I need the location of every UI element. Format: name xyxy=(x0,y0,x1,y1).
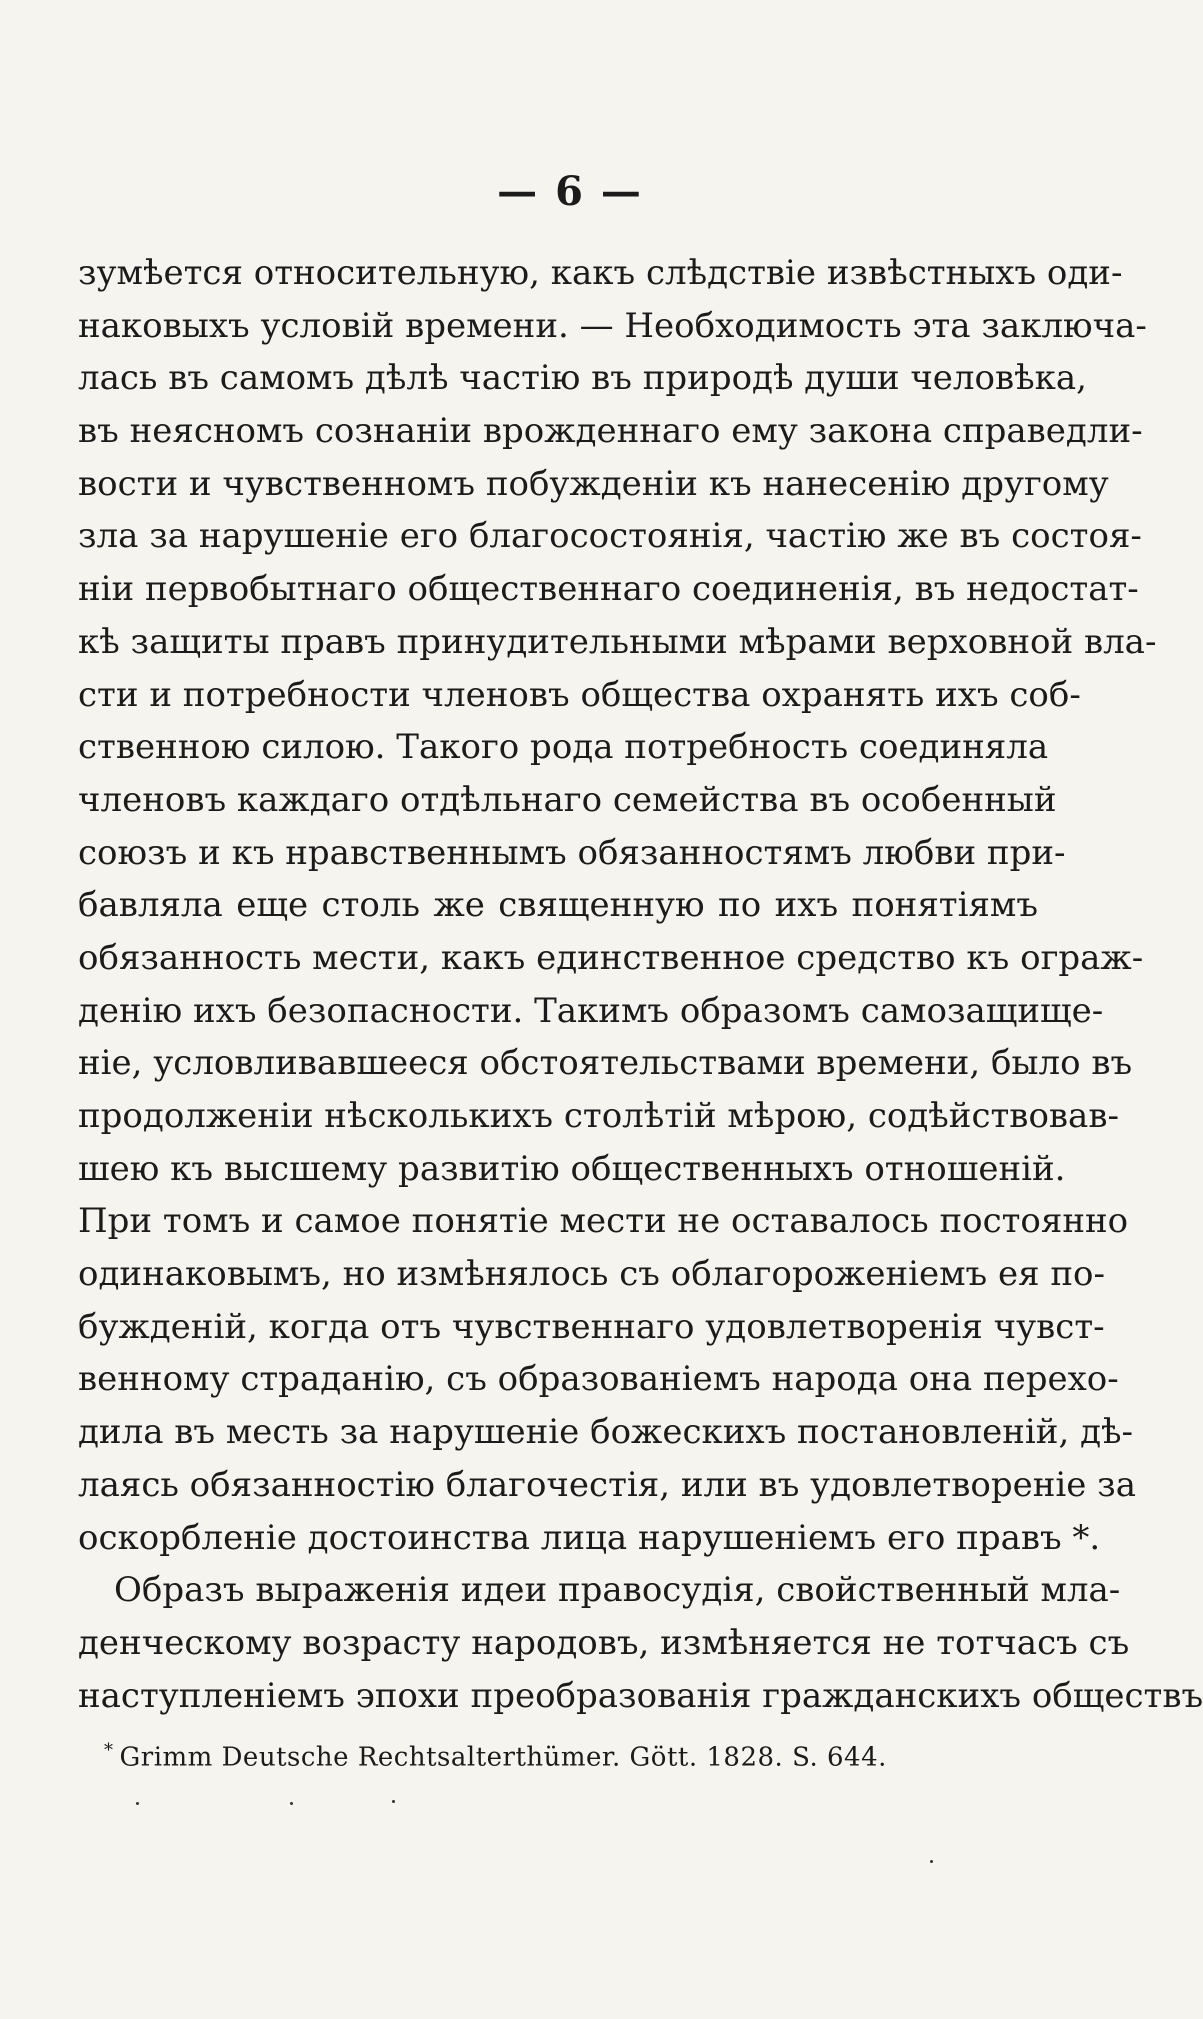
text-line: продолженіи нѣсколькихъ столѣтій мѣрою, содѣйствовав- xyxy=(78,1096,1119,1136)
print-speck xyxy=(930,1860,933,1863)
text-line: кѣ защиты правъ принудительными мѣрами верховной вла- xyxy=(78,621,1157,662)
text-line: лаясь обязанностію благочестія, или въ удовлетвореніе за xyxy=(78,1464,1136,1505)
text-line: Образъ выраженія идеи правосудія, свойственный мла- xyxy=(114,1570,1121,1611)
text-line: ніи первобытнаго общественнаго соединенія, въ недостат- xyxy=(78,569,1139,610)
text-line: шею къ высшему развитію общественныхъ отношеній. xyxy=(78,1148,1066,1189)
text-line: дила въ месть за нарушеніе божескихъ постановленій, дѣ- xyxy=(78,1412,1133,1453)
text-line: лась въ самомъ дѣлѣ частію въ природѣ души человѣка, xyxy=(78,358,1087,399)
body-text xyxy=(78,247,1203,1722)
text-line: сти и потребности членовъ общества охранять ихъ соб- xyxy=(78,674,1081,715)
text-line: бужденій, когда отъ чувственнаго удовлетворенія чувст- xyxy=(78,1306,1105,1347)
text-line: оскорбленіе достоинства лица нарушеніемъ его правъ *. xyxy=(78,1517,1101,1558)
text-line: При томъ и самое понятіе мести не оставалось постоянно xyxy=(78,1201,1129,1242)
print-speck xyxy=(136,1802,139,1805)
text-line: союзъ и къ нравственнымъ обязанностямъ любви при- xyxy=(78,832,1066,873)
text-line: наковыхъ условій времени. — Необходимость эта заключа- xyxy=(78,305,1147,346)
text-line: ственною силою. Такого рода потребность соединяла xyxy=(78,727,1049,768)
text-line: денческому возрасту народовъ, измѣняется не тотчасъ съ xyxy=(78,1622,1130,1663)
print-speck xyxy=(290,1802,293,1805)
paragraph-2 xyxy=(78,1564,1203,1722)
text-line: членовъ каждаго отдѣльнаго семейства въ особенный xyxy=(78,779,1057,820)
text-line: денію ихъ безопасности. Такимъ образомъ самозащище- xyxy=(78,990,1104,1031)
text-line: бавляла еще столь же священную по ихъ понятіямъ xyxy=(78,885,1038,926)
text-line: ніе, условливавшееся обстоятельствами времени, было въ xyxy=(78,1043,1133,1084)
text-line: одинаковымъ, но измѣнялось съ облагороженіемъ ея по- xyxy=(78,1254,1105,1295)
text-line: вости и чувственномъ побужденіи къ нанесенію другому xyxy=(78,463,1109,504)
text-line: въ неясномъ сознаніи врожденнаго ему закона справедли- xyxy=(78,411,1143,452)
page-number: — 6 — xyxy=(497,168,643,215)
text-line: венному страданію, съ образованіемъ народа она перехо- xyxy=(78,1359,1119,1400)
text-line: зумѣется относительную, какъ слѣдствіе извѣстныхъ оди- xyxy=(78,253,1123,293)
print-speck xyxy=(392,1800,395,1803)
text-line: обязанность мести, какъ единственное средство къ ограж- xyxy=(78,937,1144,978)
footnote-marker: * xyxy=(104,1740,114,1761)
paragraph-1 xyxy=(78,247,1157,1564)
footnote-text: Grimm Deutsche Rechtsalterthümer. Gött. 1828. S. 644. xyxy=(119,1742,887,1773)
text-line: зла за нарушеніе его благосостоянія, частію же въ состоя- xyxy=(78,516,1142,557)
footnote xyxy=(104,1740,887,1773)
text-line: наступленіемъ эпохи преобразованія гражданскихъ обществъ xyxy=(78,1675,1203,1716)
